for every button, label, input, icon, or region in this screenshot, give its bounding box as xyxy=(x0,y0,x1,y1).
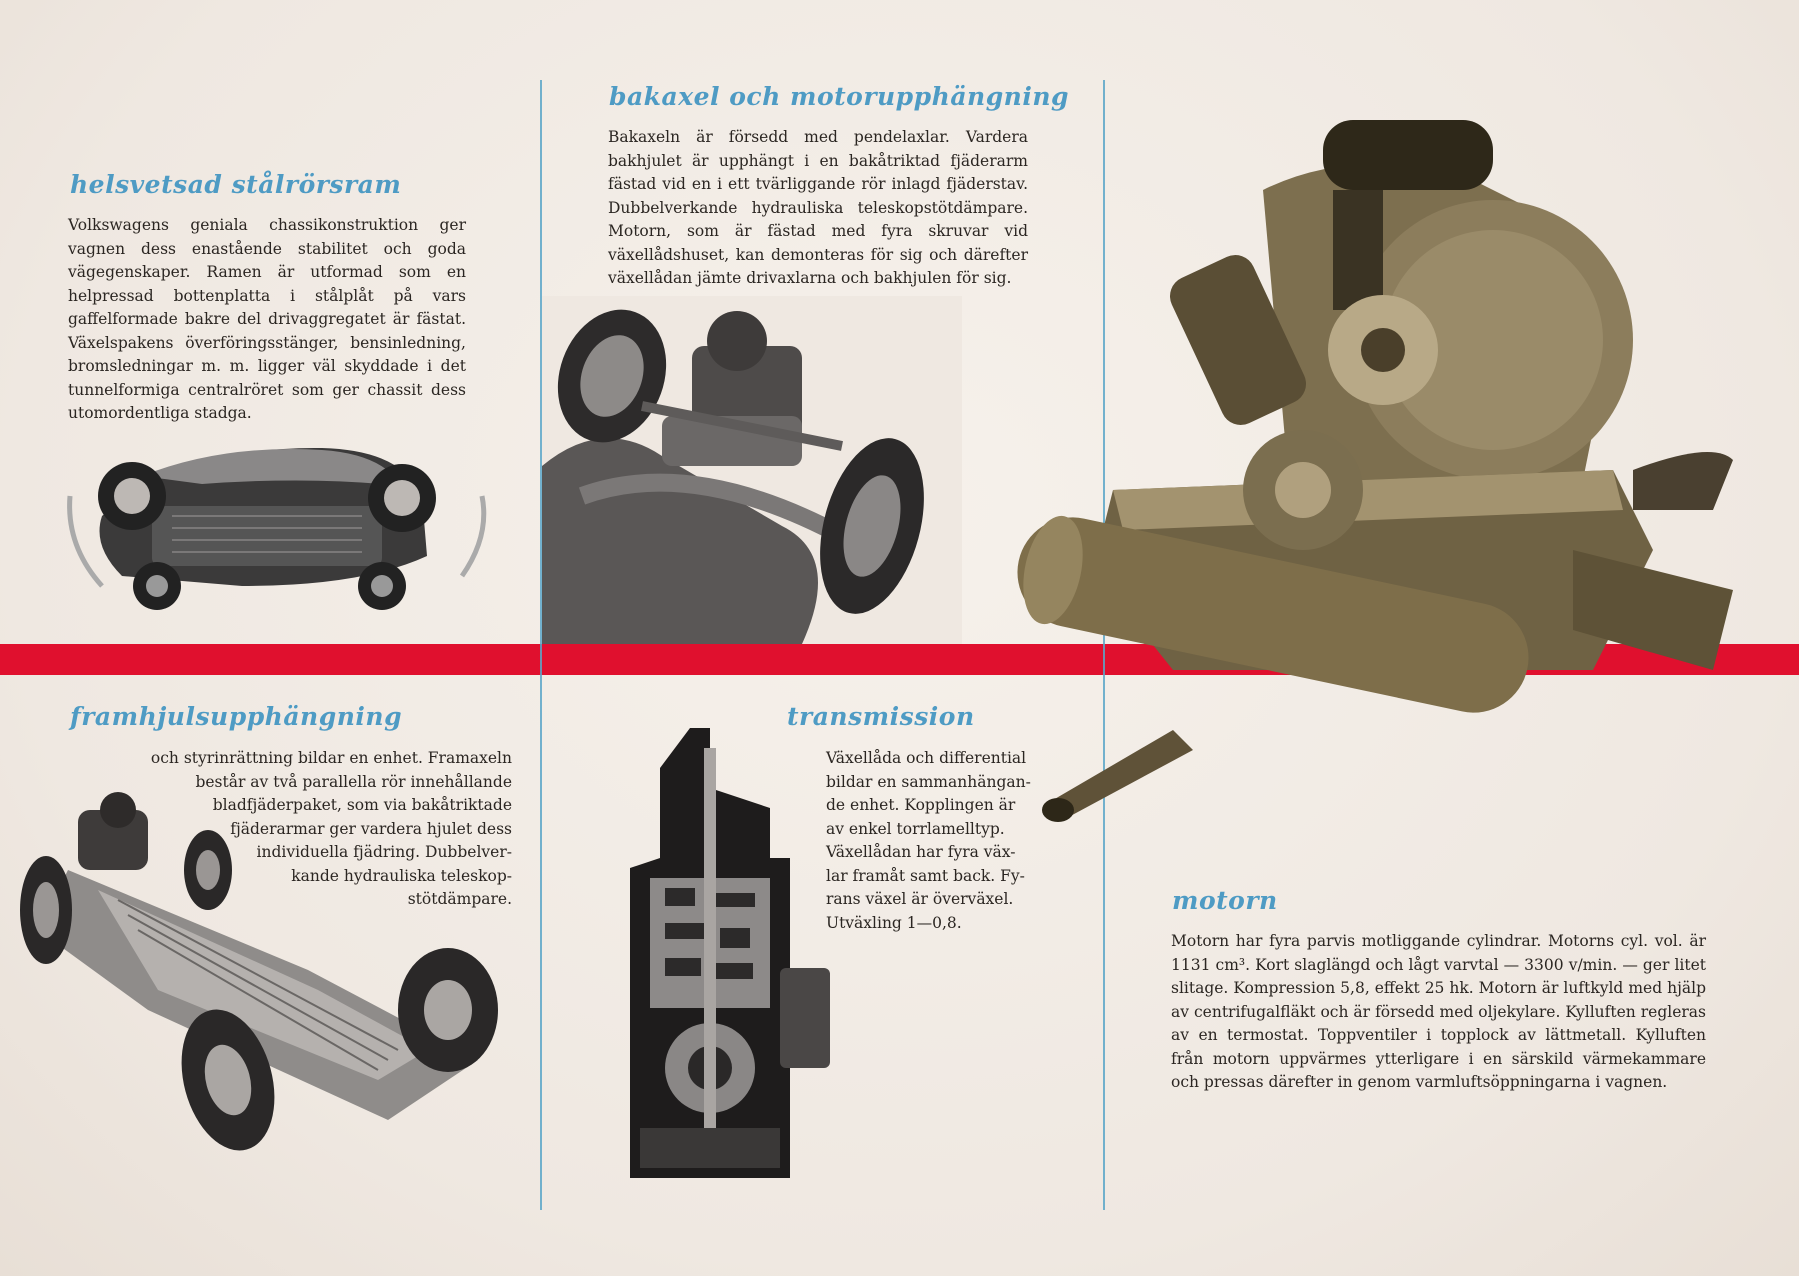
engine-heading: motorn xyxy=(1172,886,1278,915)
transmission-text-line: Växellådan har fyra väx- xyxy=(826,843,1016,861)
front-suspension-heading: framhjulsupphängning xyxy=(70,702,403,731)
engine-text: Motorn har fyra parvis motliggande cylindrar. Motorns cyl. vol. är 1131 cm³. Kort slaglängd och lågt varvtal — 3300 v/min. — ger litet slitage. Kompression 5,8, effekt 25 hk. Motorn är luftkyld med hjälp av centrifugalfläkt och är försedd med oljekylare. Kylluften regleras av en termostat. Toppventiler i topplock av lättmetall. Kylluften från motorn uppvärmes ytterligare i en särskild värmekammare och pressas därefter in genom varmluftsöppningarna i vagnen. xyxy=(1171,932,1706,1091)
rear-axle-heading: bakaxel och motorupphängning xyxy=(609,82,1070,111)
front-text-line: individuella fjädring. Dubbelver- xyxy=(256,843,512,861)
chassis-frame-illustration xyxy=(8,790,508,1170)
transmission-cutaway-illustration xyxy=(620,728,850,1178)
chassis-heading: helsvetsad stålrörsram xyxy=(70,170,402,199)
car-underside-illustration xyxy=(62,436,494,626)
transmission-text-line: av enkel torrlamelltyp. xyxy=(826,819,1005,838)
front-text-line: bladfjäderpaket, som via bakåtriktade xyxy=(212,796,512,814)
transmission-text-line: Utväxling 1—0,8. xyxy=(826,913,962,932)
front-text-line: stötdämpare. xyxy=(407,890,512,908)
front-text-line: och styrinrättning bildar en enhet. Framaxeln xyxy=(150,749,512,767)
transmission-text-line: Växellåda och differential xyxy=(826,749,1027,767)
transmission-text-line: rans växel är överväxel. xyxy=(826,890,1014,908)
transmission-text-line: bildar en sammanhängan- xyxy=(826,772,1031,791)
engine-illustration xyxy=(1013,110,1753,850)
transmission-text-line: de enhet. Kopplingen är xyxy=(826,796,1016,814)
column-rule-left xyxy=(540,80,542,1210)
front-text-line: kande hydrauliska teleskop- xyxy=(291,866,512,885)
rear-axle-text: Bakaxeln är försedd med pendelaxlar. Vardera bakhjulet är upphängt i en bakåtriktad fjäderarm fästad vid en i ett tvärliggande rör inlagd fjäderstav. Dubbelverkande hydrauliska teleskopstötdämpare. Motorn, som är fästad med fyra skruvar vid växellådshuset, kan demonteras för sig och därefter växellådan jämte drivaxlarna och bakhjulen för sig. xyxy=(608,128,1028,287)
transmission-heading: transmission xyxy=(787,702,975,731)
rear-axle-illustration xyxy=(542,296,962,644)
chassis-text: Volkswagens geniala chassikonstruktion ger vagnen dess enastående stabilitet och goda vägegenskaper. Ramen är utformad som en helpressad bottenplatta i stålplåt på vars gaffelformade bakre del drivaggregatet är fästat. Växelspakens överföringsstänger, bensinledning, bromsledningar m. m. ligger väl skyddade i det tunnelformiga centralröret som ger chassit dess utomordentliga stadga. xyxy=(68,216,466,422)
transmission-text-line: lar framåt samt back. Fy- xyxy=(826,866,1025,885)
front-text-line: består av två parallella rör innehållande xyxy=(195,772,512,791)
front-text-line: fjäderarmar ger vardera hjulet dess xyxy=(230,819,512,838)
